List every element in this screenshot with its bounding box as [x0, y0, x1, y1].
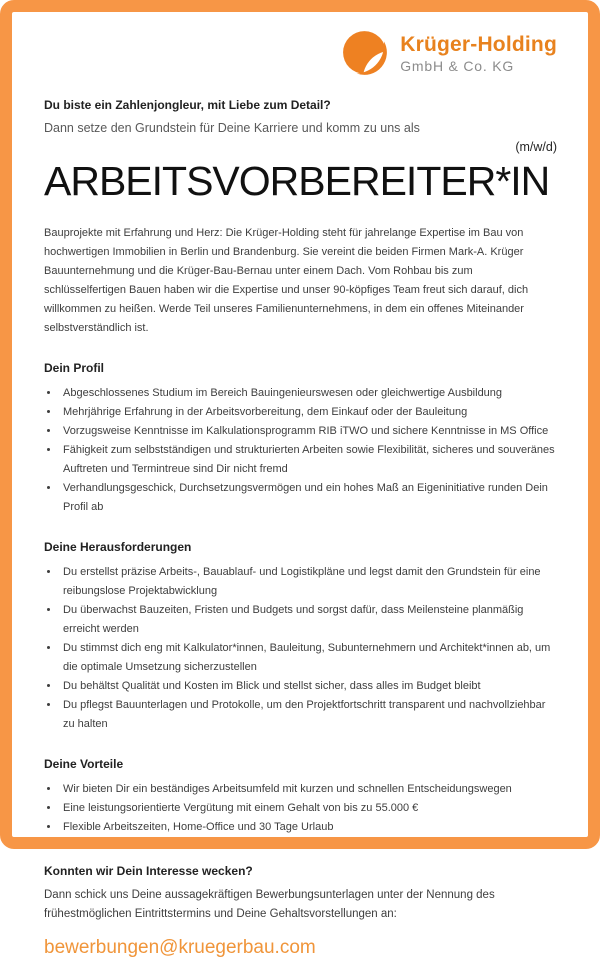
bullet-list [44, 563, 557, 734]
gender-suffix: (m/w/d) [515, 140, 557, 154]
outro-heading: Konnten wir Dein Interesse wecken? [44, 864, 253, 878]
page-content [12, 30, 588, 959]
bullet-item: • Du erstellst präzise Arbeits-, Bauablauf- und Logistikpläne und legst damit den Grundstein für eine reibungslose Projektabwicklung [60, 563, 557, 601]
bullet-item: • Wir bieten Dir ein beständiges Arbeitsumfeld mit kurzen und schnellen Entscheidungswegen [60, 780, 557, 799]
brand-header [44, 30, 557, 77]
about-paragraph: Bauprojekte mit Erfahrung und Herz: Die Krüger-Holding steht für jahrelange Expertise im Bau von hochwertigen Immobilien in Berlin und Brandenburg. Sie vereint die beiden Firmen Mark-A. Krüger Bauunternehmung und die Krüger-Bau-Bernau unter einem Dach. Vom Rohbau bis zum schlüsselfertigen Bauen haben wir die Expertise und unser 90-köpfiges Team freut sich darauf, dich willkommen zu heißen. Werde Teil unseres Familienunternehmens, in dem ein offenes Miteinander selbstverständlich ist. [44, 227, 529, 334]
bullet-list [44, 384, 557, 517]
section-heading: Deine Herausforderungen [44, 540, 192, 554]
bullet-item: • Du stimmst dich eng mit Kalkulator*innen, Bauleitung, Subunternehmern und Architekt*innen ab, um die optimale Umsetzung sicherzustellen [60, 639, 557, 677]
outro-body: Dann schick uns Deine aussagekräftigen Bewerbungsunterlagen unter der Nennung des frühestmöglichen Eintrittstermins und Deine Gehaltsvorstellungen an: [44, 889, 495, 920]
brand-name: Krüger-Holding [400, 32, 557, 56]
bullet-item: • Mehrjährige Erfahrung in der Arbeitsvorbereitung, dem Einkauf oder der Bauleitung [60, 403, 557, 422]
job-section [44, 756, 557, 837]
job-ad-body [44, 98, 557, 959]
intro-hook: Du biste ein Zahlenjongleur, mit Liebe zum Detail? [44, 98, 331, 112]
bullet-item: • Du behältst Qualität und Kosten im Blick und stellst sicher, dass alles im Budget bleibt [60, 677, 557, 696]
intro-lead-in: Dann setze den Grundstein für Deine Karriere und komm zu uns als [44, 121, 420, 135]
bullet-item: • Vorzugsweise Kenntnisse im Kalkulationsprogramm RIB iTWO und sichere Kenntnisse in MS Office [60, 422, 557, 441]
bullet-item: • Du pflegst Bauunterlagen und Protokolle, um den Projektfortschritt transparent und nachvollziehbar zu halten [60, 696, 557, 734]
section-heading: Deine Vorteile [44, 757, 124, 771]
brand-legal-form: GmbH & Co. KG [400, 57, 515, 74]
section-heading: Dein Profil [44, 361, 105, 375]
job-section [44, 360, 557, 517]
bullet-list [44, 780, 557, 837]
brand-ball-swoosh-icon [342, 30, 389, 77]
brand-text [400, 33, 557, 75]
outro-block [44, 863, 557, 959]
sections-container [44, 360, 557, 837]
bullet-item: • Fähigkeit zum selbstständigen und strukturierten Arbeiten sowie Flexibilität, sicheres und souveränes Auftreten und Termintreue sind Dir nicht fremd [60, 441, 557, 479]
bullet-item: • Eine leistungsorientierte Vergütung mit einem Gehalt von bis zu 55.000 € [60, 799, 557, 818]
bullet-item: • Flexible Arbeitszeiten, Home-Office und 30 Tage Urlaub [60, 818, 557, 837]
bullet-item: • Verhandlungsgeschick, Durchsetzungsvermögen und ein hohes Maß an Eigeninitiative runden Dein Profil ab [60, 479, 557, 517]
job-title: ARBEITSVORBEREITER*IN [44, 158, 550, 204]
bullet-item: • Du überwachst Bauzeiten, Fristen und Budgets und sorgst dafür, dass Meilensteine planmäßig erreicht werden [60, 601, 557, 639]
application-email-link[interactable]: bewerbungen@kruegerbau.com [44, 937, 316, 958]
job-section [44, 539, 557, 734]
bullet-item: • Abgeschlossenes Studium im Bereich Bauingenieurswesen oder gleichwertige Ausbildung [60, 384, 557, 403]
